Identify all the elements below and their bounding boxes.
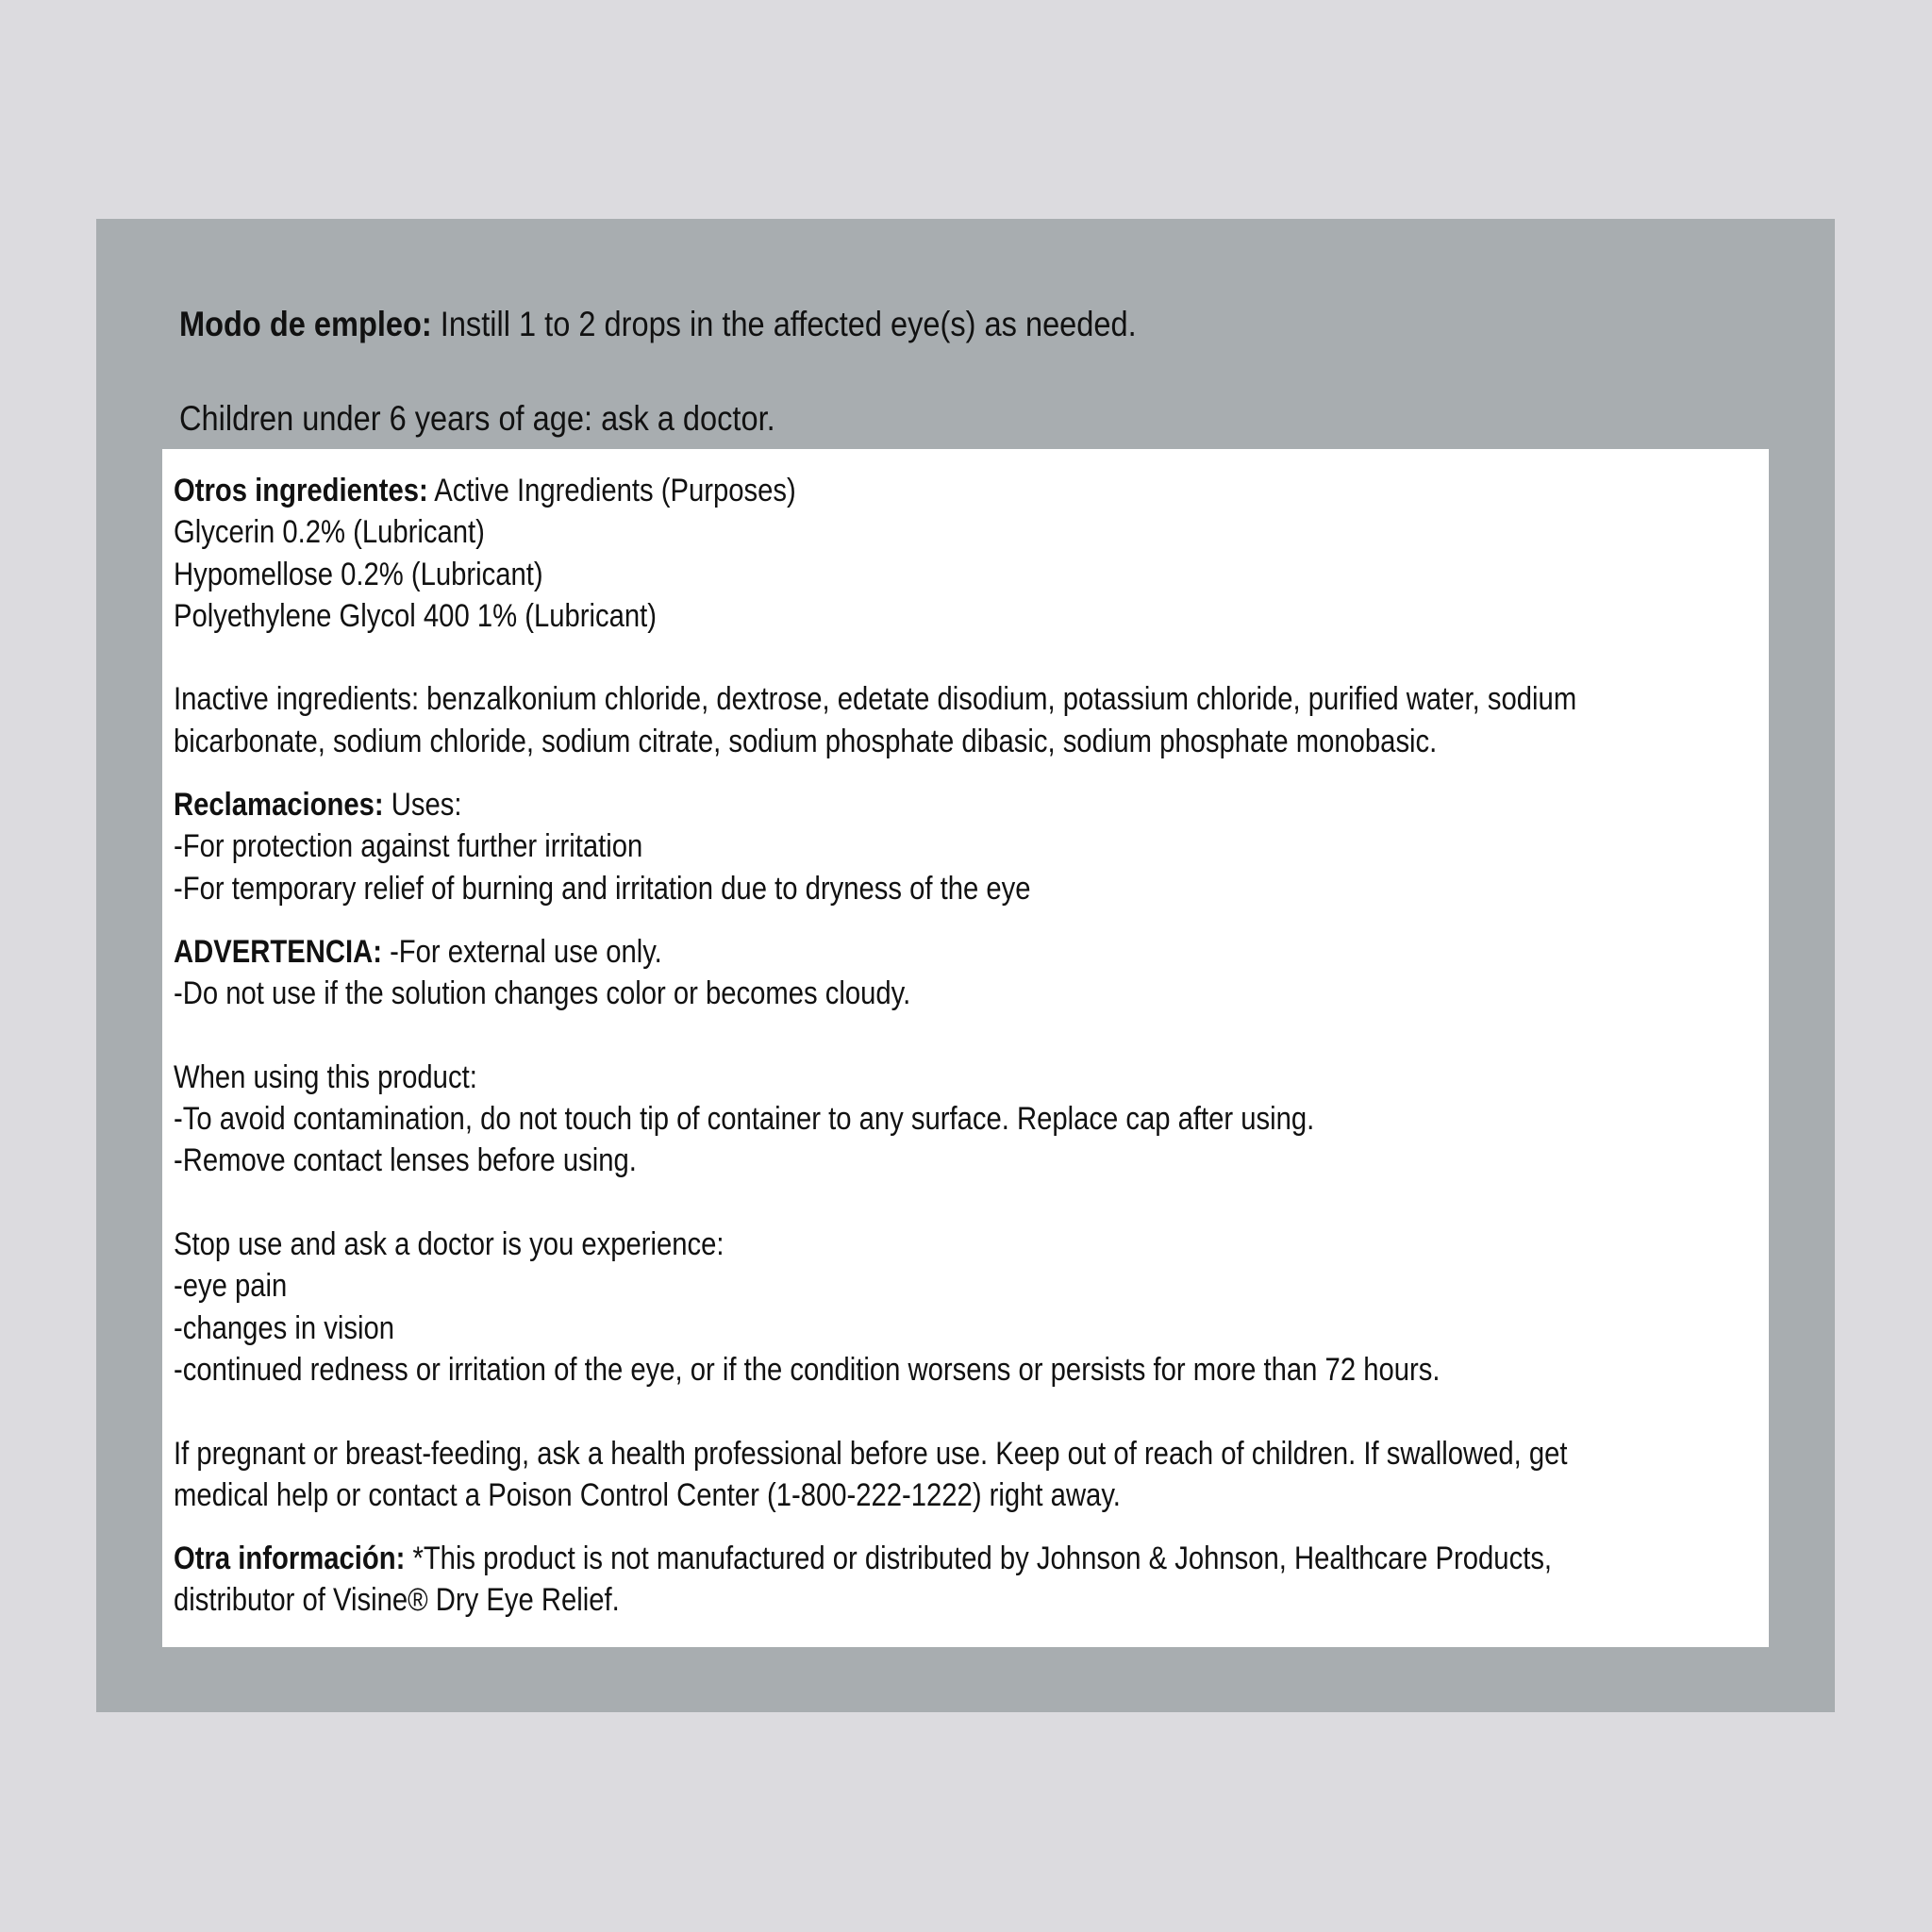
label-panel (96, 219, 1835, 1712)
active-ingredient: Polyethylene Glycol 400 1% (Lubricant) (174, 597, 657, 634)
warning-first: -For external use only. (381, 933, 662, 970)
use-item: -For protection against further irritation (174, 828, 643, 865)
when-using-item: -To avoid contamination, do not touch tip of container to any surface. Replace cap after using. (174, 1101, 1315, 1138)
pregnancy-warning-line: medical help or contact a Poison Control Center (1-800-222-1222) right away. (174, 1476, 1121, 1513)
other-info-label: Otra información: (174, 1541, 406, 1577)
claims-section (174, 784, 1747, 909)
warning-line: -Do not use if the solution changes color or becomes cloudy. (174, 975, 911, 1012)
other-info-first-line (174, 1538, 1747, 1579)
other-info-text: *This product is not manufactured or distributed by Johnson & Johnson, Healthcare Products, (405, 1541, 1553, 1577)
active-ingredient: Hypomellose 0.2% (Lubricant) (174, 556, 543, 592)
when-using-item: -Remove contact lenses before using. (174, 1142, 637, 1179)
other-ingredients-label: Otros ingredientes: (174, 473, 428, 508)
claims-heading (174, 784, 1747, 825)
inactive-ingredients-line: Inactive ingredients: benzalkonium chloride, dextrose, edetate disodium, potassium chloride, purified water, sodium (174, 681, 1577, 718)
directions-section (179, 277, 1591, 466)
stop-use-heading: Stop use and ask a doctor is you experience: (174, 1226, 724, 1263)
claims-label: Reclamaciones: (174, 787, 384, 824)
facts-card (162, 449, 1769, 1647)
warning-heading (174, 931, 1747, 973)
stop-use-item: -changes in vision (174, 1309, 395, 1346)
warning-label: ADVERTENCIA: (174, 933, 382, 970)
other-ingredients-heading (174, 470, 1747, 511)
directions-label: Modo de empleo: (179, 305, 432, 343)
inactive-ingredients-line: bicarbonate, sodium chloride, sodium citrate, sodium phosphate dibasic, sodium phosphate monobasic. (174, 723, 1438, 759)
other-info-section (174, 1538, 1747, 1622)
directions-line (179, 277, 1591, 372)
other-ingredients-section (174, 470, 1747, 762)
other-info-second-line: distributor of Visine® Dry Eye Relief. (174, 1582, 620, 1619)
children-note: Children under 6 years of age: ask a doctor. (179, 399, 775, 438)
when-using-heading: When using this product: (174, 1058, 477, 1095)
stop-use-item: -eye pain (174, 1268, 288, 1305)
uses-heading: Uses: (383, 787, 462, 824)
pregnancy-warning-line: If pregnant or breast-feeding, ask a health professional before use. Keep out of reach of children. If swallowed, get (174, 1435, 1568, 1472)
use-item: -For temporary relief of burning and irritation due to dryness of the eye (174, 870, 1031, 907)
directions-text: Instill 1 to 2 drops in the affected eye(s) as needed. (431, 305, 1137, 343)
warning-section (174, 931, 1747, 1516)
facts-card-content (174, 470, 1747, 1622)
stop-use-item: -continued redness or irritation of the eye, or if the condition worsens or persists for more than 72 hours. (174, 1351, 1441, 1388)
active-ingredients-heading: Active Ingredients (Purposes) (427, 473, 796, 508)
active-ingredient: Glycerin 0.2% (Lubricant) (174, 514, 485, 551)
